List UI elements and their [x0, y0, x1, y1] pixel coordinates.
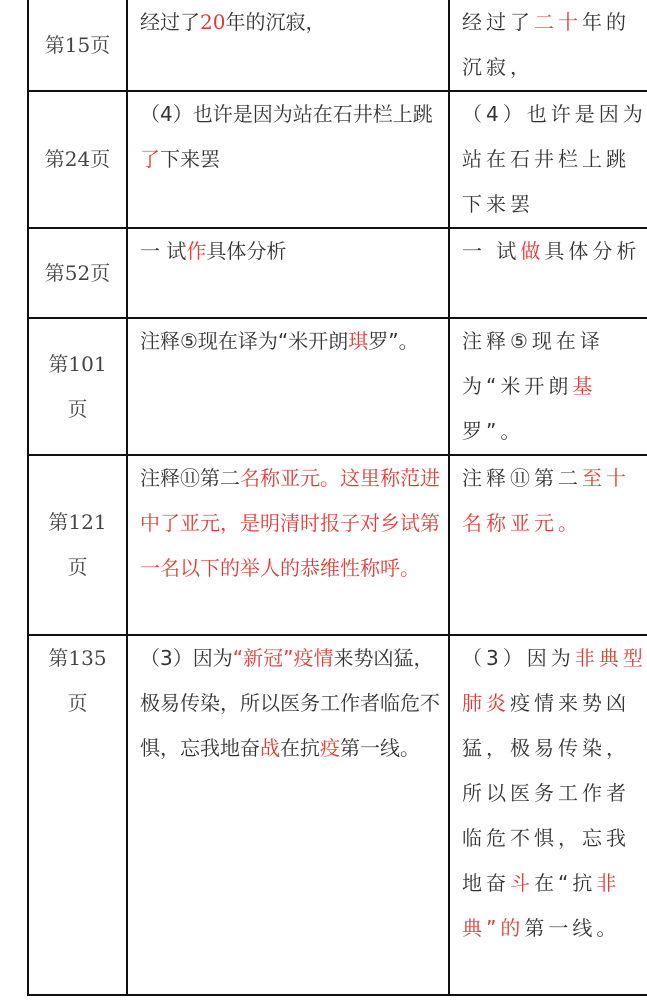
highlight-segment: 琪 [348, 329, 369, 353]
highlight-segment: 非典 [462, 871, 621, 940]
text-segment: 年的沉寂， [225, 10, 326, 34]
highlight-segment: 战 [260, 736, 280, 760]
original-text-cell [127, 0, 449, 91]
corrected-text-cell [449, 91, 647, 228]
highlight-segment: 基 [572, 374, 597, 398]
highlight-segment: 做 [520, 239, 545, 263]
text-segment: 经过了 [140, 10, 200, 34]
text-segment: （3）因为 [140, 646, 233, 670]
table-row [28, 455, 647, 635]
text-segment: 一 试 [140, 239, 187, 263]
text-segment: 罗”。 [462, 419, 525, 443]
highlight-segment: 非典型肺炎 [462, 646, 647, 715]
text-segment: 疫情来势凶猛，极易传染，所以医务工作者临危不惧，忘我地奋 [462, 691, 630, 895]
highlight-segment: 至十名称亚元。 [462, 466, 630, 535]
page-cell [28, 455, 127, 635]
text-segment: 注释⑤现在译为“米开朗 [140, 329, 349, 353]
text-segment: 注释⑪第二 [140, 466, 240, 490]
page-cell [28, 91, 127, 228]
text-segment: 具体分析 [544, 239, 641, 263]
text-segment: （4）也许是因为站在石井栏上跳下来罢 [462, 102, 647, 216]
text-segment: （4）也许是因为站在石井栏上跳 [140, 102, 433, 126]
erratum-comparison-table [27, 0, 647, 996]
table-row [28, 228, 647, 318]
page-cell [28, 0, 127, 91]
text-segment: 在“抗 [534, 871, 597, 895]
text-segment: 第一线。 [340, 736, 420, 760]
page-label: 第15页 [44, 32, 111, 57]
page-cell [28, 228, 127, 318]
text-segment: 经过了 [462, 10, 534, 34]
corrected-text-cell [449, 228, 647, 318]
page-cell [28, 635, 127, 995]
table-row [28, 318, 647, 455]
page-label: 第24页 [44, 147, 111, 171]
original-text-cell [127, 228, 449, 318]
highlight-segment: 斗 [510, 871, 534, 895]
text-segment: 年的沉寂， [462, 10, 630, 79]
highlight-segment: 了 [140, 147, 160, 171]
original-text-cell [127, 455, 449, 635]
text-segment: （3）因为 [462, 646, 575, 670]
text-segment: 第一线。 [524, 916, 621, 940]
table-row [28, 91, 647, 228]
table-row [28, 0, 647, 91]
highlight-segment: 20 [200, 10, 226, 34]
text-segment: 注释⑤现在译为“米开朗 [462, 329, 604, 398]
corrected-text-cell [449, 635, 647, 995]
page-label: 第121页 [48, 510, 107, 579]
highlight-segment: “新冠”疫情 [232, 646, 334, 670]
page-cell [28, 318, 127, 455]
page-label: 第135页 [48, 646, 107, 715]
highlight-segment: 二十 [534, 10, 582, 34]
text-segment: 下来罢 [160, 147, 220, 171]
highlight-segment: 疫 [320, 736, 340, 760]
table-row [28, 635, 647, 995]
highlight-segment: 作 [186, 239, 207, 263]
original-text-cell [127, 91, 449, 228]
text-segment: 一 试 [462, 239, 521, 263]
page-label: 第101页 [48, 351, 107, 421]
highlight-segment: ”的 [486, 916, 525, 940]
text-segment: 具体分析 [206, 239, 287, 263]
text-segment: 注释⑪第二 [462, 466, 582, 490]
page-label: 第52页 [44, 260, 111, 285]
text-segment: 来势凶猛，极易传染，所以医务工作者临危不惧，忘我地奋 [140, 646, 440, 760]
original-text-cell [127, 318, 449, 455]
text-segment: 罗”。 [368, 329, 419, 353]
text-segment: 在抗 [280, 736, 320, 760]
highlight-segment: 名称亚元。这里称范进中了亚元，是明清时报子对乡试第一名以下的举人的恭维性称呼。 [140, 466, 440, 580]
corrected-text-cell [449, 455, 647, 635]
corrected-text-cell [449, 0, 647, 91]
original-text-cell [127, 635, 449, 995]
corrected-text-cell [449, 318, 647, 455]
